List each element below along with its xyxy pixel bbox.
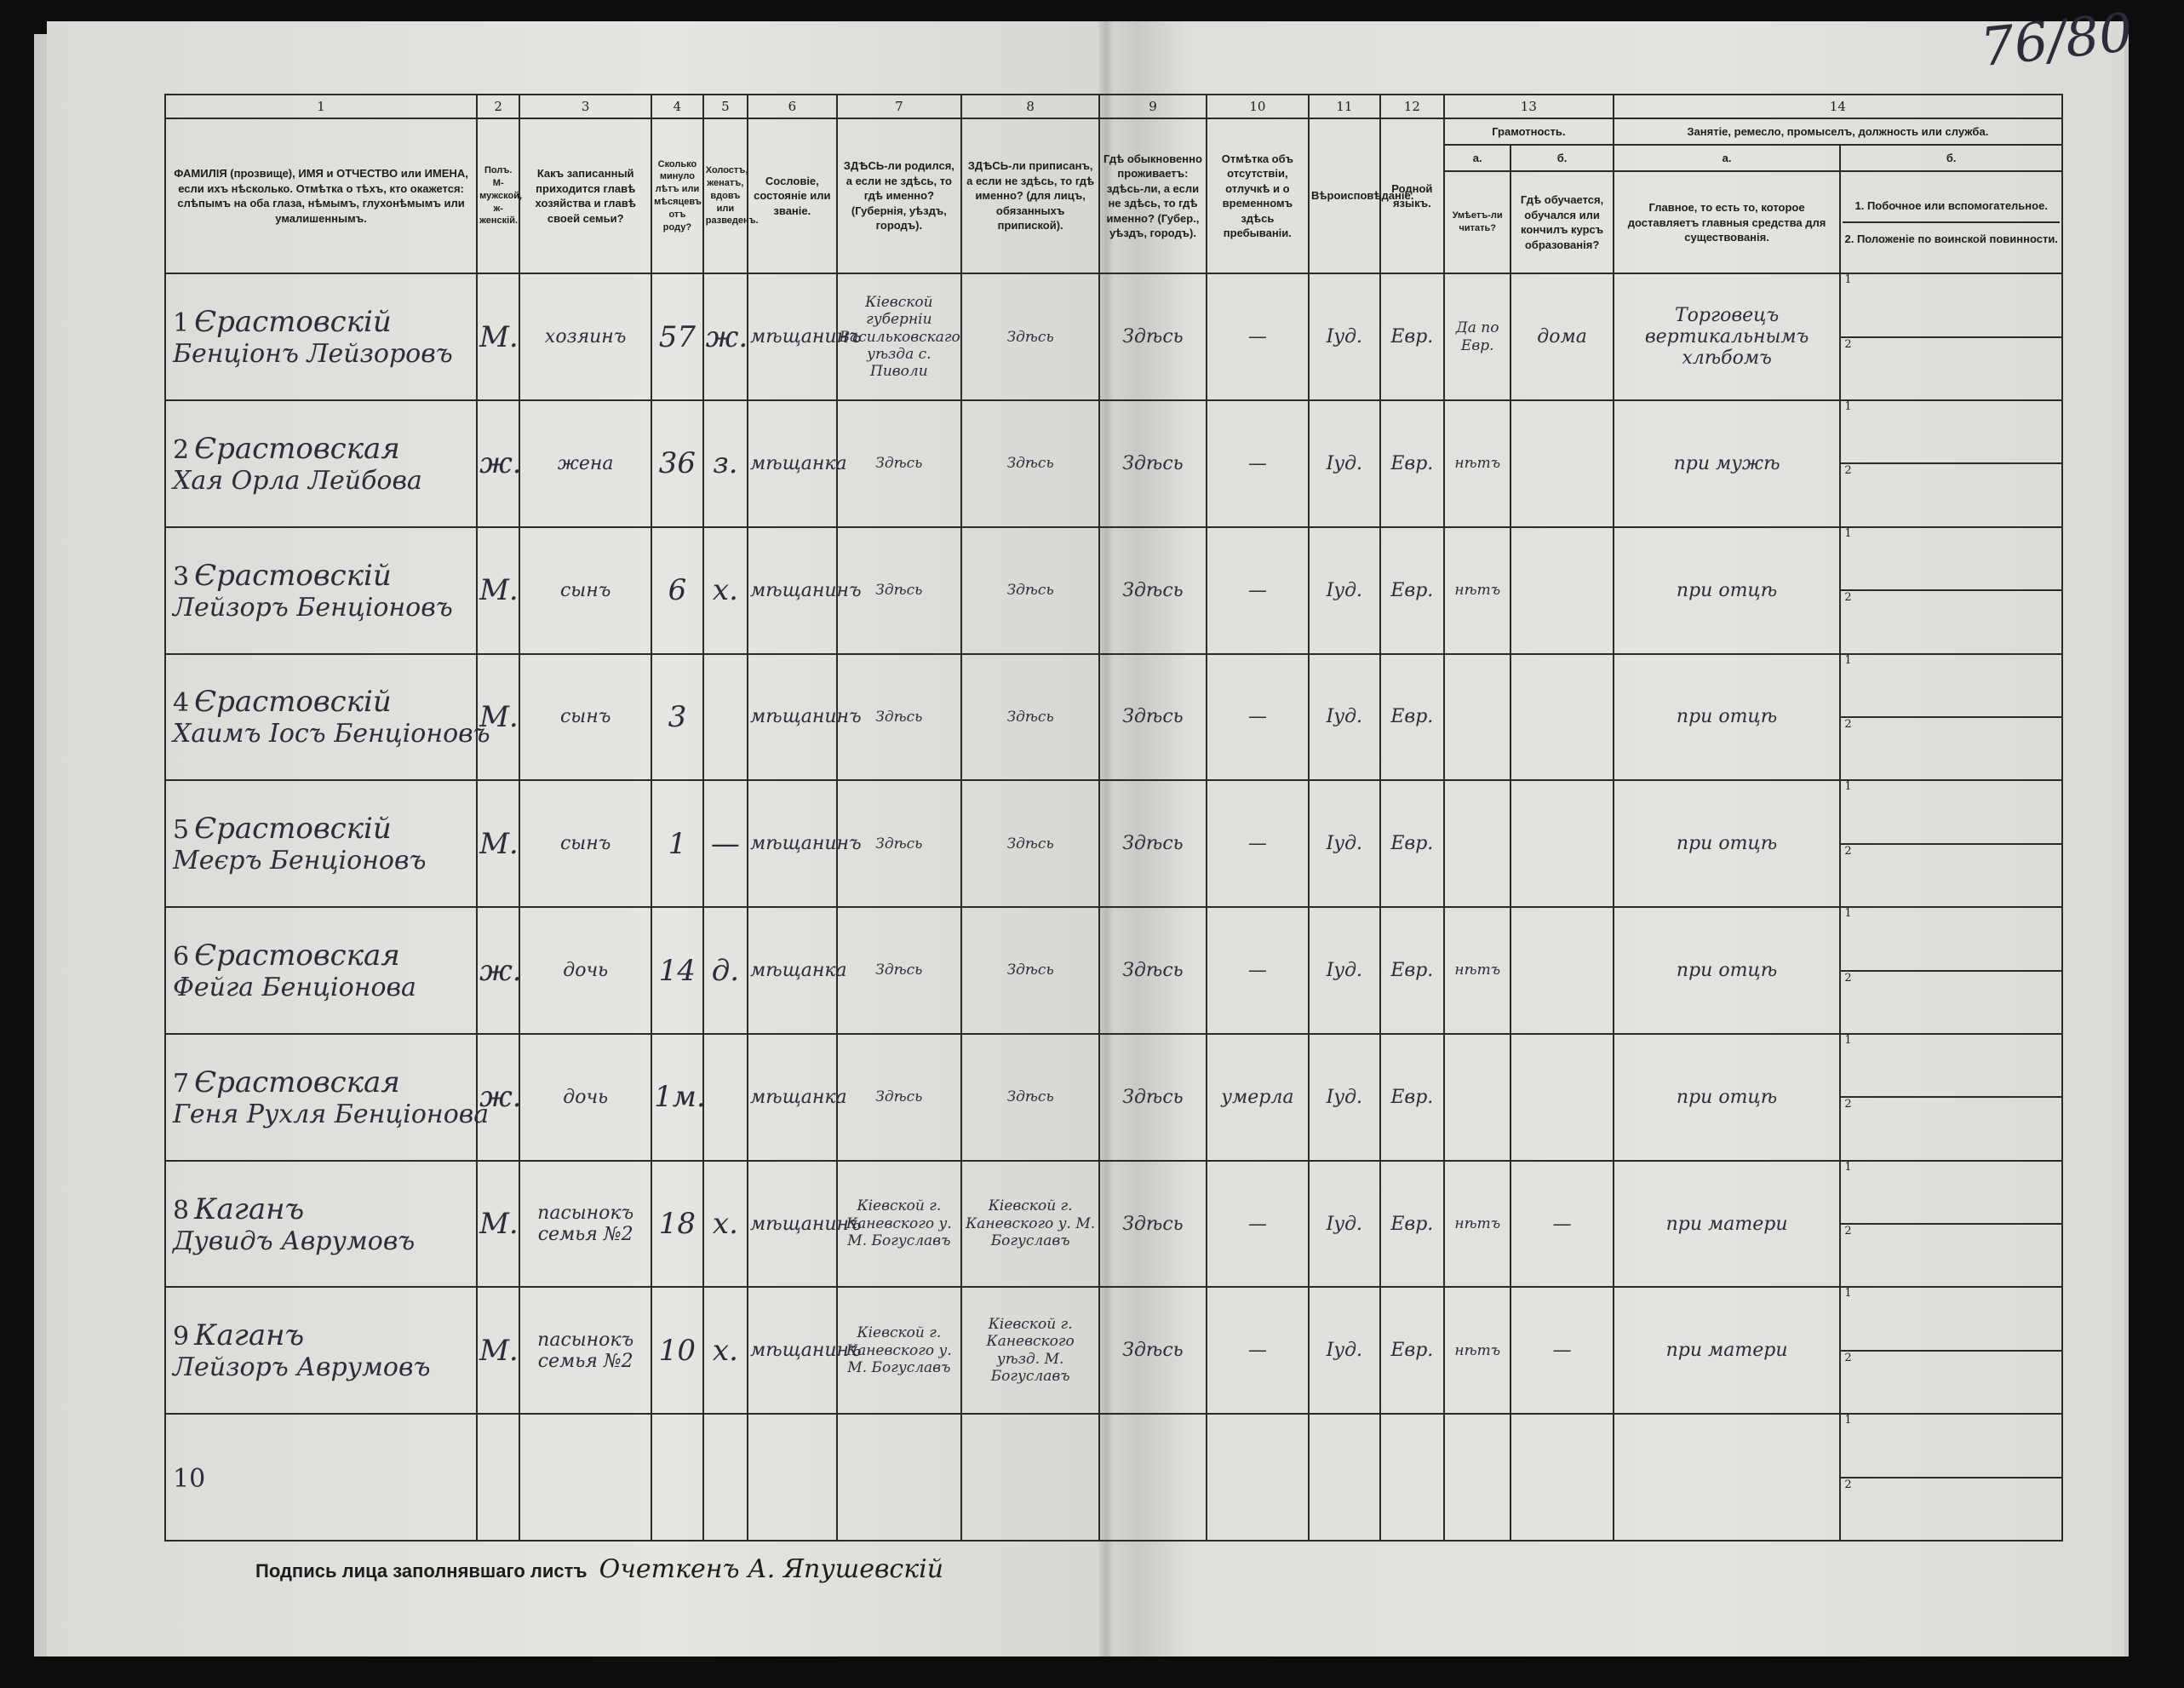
birthplace-cell: Кіевской г. Каневского у. М. Богуславъ bbox=[837, 1161, 961, 1288]
col-num: 10 bbox=[1207, 95, 1309, 118]
col-num: 5 bbox=[703, 95, 748, 118]
relation-cell: пасынокъ семья №2 bbox=[519, 1161, 651, 1288]
census-rows bbox=[165, 273, 2062, 1541]
row-number: 2 bbox=[173, 434, 190, 465]
absence-cell: — bbox=[1207, 780, 1309, 907]
main-occupation-cell: при отцѣ bbox=[1614, 527, 1841, 654]
row-number: 8 bbox=[173, 1195, 190, 1226]
sub-line-2: 2 bbox=[1844, 1098, 1852, 1111]
education-cell: дома bbox=[1510, 273, 1613, 400]
col-num: 13 bbox=[1444, 95, 1614, 118]
secondary-occupation-cell bbox=[1840, 1161, 2062, 1288]
absence-cell: — bbox=[1207, 1287, 1309, 1414]
marital-cell: з. bbox=[703, 400, 748, 527]
religion-cell: Iуд. bbox=[1309, 527, 1380, 654]
education-cell bbox=[1510, 527, 1613, 654]
header-secondary-occupation bbox=[1840, 171, 2062, 273]
residence-cell: Здѣсь bbox=[1099, 527, 1207, 654]
secondary-occupation-cell bbox=[1840, 1287, 2062, 1414]
header-registered: ЗДѢСЬ-ли приписанъ, а если не здѣсь, то гдѣ именно? (для лицъ, обязанныхъ припиской). bbox=[961, 118, 1099, 273]
sex-cell: М. bbox=[477, 273, 519, 400]
given-name: Дувидъ Аврумовъ bbox=[173, 1226, 416, 1256]
sub-line-2: 2 bbox=[1844, 591, 1852, 605]
header-sex: Полъ. М-мужской, ж-женскій. bbox=[477, 118, 519, 273]
table-row bbox=[165, 780, 2062, 907]
estate-cell: мѣщанинъ bbox=[748, 780, 837, 907]
sub-line-2: 2 bbox=[1844, 718, 1852, 731]
registered-cell: Здѣсь bbox=[961, 273, 1099, 400]
registered-cell: Здѣсь bbox=[961, 780, 1099, 907]
table-row bbox=[165, 527, 2062, 654]
religion-cell: Iуд. bbox=[1309, 907, 1380, 1034]
header-absence: Отмѣтка объ отсутствіи, отлучкѣ и о временномъ здѣсь пребываніи. bbox=[1207, 118, 1309, 273]
sub-line-1: 1 bbox=[1841, 1287, 2061, 1351]
col-num: 9 bbox=[1099, 95, 1207, 118]
col-num: 6 bbox=[748, 95, 837, 118]
can-read-cell: нѣтъ bbox=[1444, 400, 1510, 527]
religion-cell: Iуд. bbox=[1309, 1287, 1380, 1414]
religion-cell: Iуд. bbox=[1309, 400, 1380, 527]
marital-cell: — bbox=[703, 780, 748, 907]
name-cell bbox=[165, 1034, 490, 1161]
religion-cell: Iуд. bbox=[1309, 780, 1380, 907]
marital-cell: д. bbox=[703, 907, 748, 1034]
can-read-cell bbox=[1444, 1414, 1510, 1541]
education-cell bbox=[1510, 1414, 1613, 1541]
table-row bbox=[165, 1287, 2062, 1414]
sub-line-1: 1 bbox=[1841, 1161, 2061, 1225]
secondary-occupation-cell bbox=[1840, 654, 2062, 781]
sex-cell: М. bbox=[477, 654, 519, 781]
header-marital: Холостъ, женатъ, вдовъ или разведенъ. bbox=[703, 118, 748, 273]
header-language: Родной языкъ. bbox=[1380, 118, 1444, 273]
name-cell bbox=[165, 273, 477, 400]
row-number: 4 bbox=[173, 688, 190, 719]
main-occupation-cell: при отцѣ bbox=[1614, 780, 1841, 907]
main-occupation-cell: при матери bbox=[1614, 1287, 1841, 1414]
name-cell bbox=[165, 1287, 477, 1414]
sub-line-2: 2 bbox=[1844, 464, 1852, 478]
header-age: Сколько минуло лѣтъ или мѣсяцевъ отъ роду? bbox=[651, 118, 703, 273]
residence-cell bbox=[1099, 1414, 1207, 1541]
secondary-occupation-cell bbox=[1840, 1414, 2062, 1541]
main-occupation-cell: при отцѣ bbox=[1614, 1034, 1841, 1161]
footer bbox=[255, 1554, 943, 1584]
can-read-cell bbox=[1444, 780, 1510, 907]
secondary-occupation-cell bbox=[1840, 780, 2062, 907]
main-occupation-cell: при отцѣ bbox=[1614, 907, 1841, 1034]
name-cell bbox=[165, 907, 477, 1034]
name-cell bbox=[165, 1414, 477, 1541]
signature-label: Подпись лица заполнявшаго листъ bbox=[255, 1560, 588, 1582]
name-cell bbox=[165, 1161, 477, 1288]
estate-cell: мѣщанка bbox=[748, 1034, 837, 1161]
sub-line-1: 1 bbox=[1841, 654, 2061, 718]
row-number: 7 bbox=[173, 1068, 190, 1099]
can-read-cell: нѣтъ bbox=[1444, 907, 1510, 1034]
birthplace-cell: Здѣсь bbox=[837, 1034, 961, 1161]
header-estate: Сословіе, состояніе или званіе. bbox=[748, 118, 837, 273]
age-cell: 14 bbox=[651, 907, 703, 1034]
surname: Єрастовская bbox=[194, 939, 400, 973]
sex-cell: М. bbox=[477, 780, 519, 907]
name-cell bbox=[165, 527, 477, 654]
birthplace-cell: Здѣсь bbox=[837, 654, 961, 781]
row-number: 6 bbox=[173, 942, 190, 973]
registered-cell: Кіевской г. Каневского у. М. Богуславъ bbox=[961, 1161, 1099, 1288]
main-occupation-cell: Торговецъ вертикальнымъ хлѣбомъ bbox=[1614, 273, 1841, 400]
education-cell bbox=[1510, 400, 1613, 527]
age-cell: 10 bbox=[651, 1287, 703, 1414]
estate-cell: мѣщанинъ bbox=[748, 273, 837, 400]
can-read-cell bbox=[1444, 654, 1510, 781]
col-num: 7 bbox=[837, 95, 961, 118]
margin-note: 76/80 bbox=[1977, 0, 2136, 79]
census-table bbox=[164, 94, 2063, 1542]
marital-cell bbox=[703, 1034, 748, 1161]
language-cell: Евр. bbox=[1380, 654, 1444, 781]
sub-line-2: 2 bbox=[1844, 1478, 1852, 1491]
surname: Єрастовскій bbox=[194, 558, 392, 593]
sex-cell: ж. bbox=[477, 907, 519, 1034]
sub-line-1: 1 bbox=[1841, 907, 2061, 971]
sub-line-1: 1 bbox=[1841, 527, 2061, 591]
header-military: 2. Положеніе по воинской повинности. bbox=[1844, 233, 2058, 246]
row-number: 5 bbox=[173, 815, 190, 846]
estate-cell: мѣщанка bbox=[748, 907, 837, 1034]
sex-cell bbox=[477, 1414, 519, 1541]
sub-line-2: 2 bbox=[1844, 337, 1852, 351]
secondary-occupation-cell bbox=[1840, 1034, 2062, 1161]
given-name: Хаимъ Іосъ Бенціоновъ bbox=[173, 719, 490, 749]
row-number: 9 bbox=[173, 1322, 190, 1352]
given-name: Лейзоръ Аврумовъ bbox=[173, 1352, 431, 1383]
language-cell: Евр. bbox=[1380, 1034, 1444, 1161]
education-cell bbox=[1510, 654, 1613, 781]
main-occupation-cell: при матери bbox=[1614, 1161, 1841, 1288]
education-cell: — bbox=[1510, 1161, 1613, 1288]
table-row bbox=[165, 273, 2062, 400]
residence-cell: Здѣсь bbox=[1099, 654, 1207, 781]
secondary-occupation-cell bbox=[1840, 400, 2062, 527]
age-cell: 36 bbox=[651, 400, 703, 527]
sex-cell: М. bbox=[477, 1287, 519, 1414]
age-cell: 57 bbox=[651, 273, 703, 400]
relation-cell bbox=[519, 1414, 651, 1541]
relation-cell: пасынокъ семья №2 bbox=[519, 1287, 651, 1414]
surname: Єрастовская bbox=[194, 1065, 400, 1099]
registered-cell: Здѣсь bbox=[961, 907, 1099, 1034]
header-row-top bbox=[165, 118, 2062, 145]
sub-line-2: 2 bbox=[1844, 1225, 1852, 1238]
sub-line-1: 1 bbox=[1841, 1414, 2061, 1478]
surname: Єрастовская bbox=[194, 431, 400, 466]
header-occupation-b-label: б. bbox=[1840, 145, 2062, 171]
birthplace-cell: Здѣсь bbox=[837, 907, 961, 1034]
header-occupation-a-label: а. bbox=[1614, 145, 1841, 171]
main-occupation-cell bbox=[1614, 1414, 1841, 1541]
header-main-occupation: Главное, то есть то, которое доставляетъ главныя средства для существованія. bbox=[1614, 171, 1841, 273]
registered-cell: Здѣсь bbox=[961, 1034, 1099, 1161]
header-name: ФАМИЛІЯ (прозвище), ИМЯ и ОТЧЕСТВО или ИМЕНА, если ихъ нѣсколько. Отмѣтка о тѣхъ, кто окажется: слѣпымъ на оба глаза, нѣмымъ, глухонѣмымъ или умалишеннымъ. bbox=[165, 118, 477, 273]
religion-cell: Iуд. bbox=[1309, 654, 1380, 781]
age-cell: 3 bbox=[651, 654, 703, 781]
language-cell: Евр. bbox=[1380, 400, 1444, 527]
absence-cell: — bbox=[1207, 1161, 1309, 1288]
sex-cell: М. bbox=[477, 527, 519, 654]
relation-cell: дочь bbox=[519, 907, 651, 1034]
residence-cell: Здѣсь bbox=[1099, 400, 1207, 527]
can-read-cell: Да по Евр. bbox=[1444, 273, 1510, 400]
estate-cell: мѣщанинъ bbox=[748, 654, 837, 781]
estate-cell: мѣщанинъ bbox=[748, 527, 837, 654]
birthplace-cell: Кіевской г. Каневского у. М. Богуславъ bbox=[837, 1287, 961, 1414]
age-cell: 6 bbox=[651, 527, 703, 654]
can-read-cell bbox=[1444, 1034, 1510, 1161]
sex-cell: ж. bbox=[477, 400, 519, 527]
birthplace-cell: Здѣсь bbox=[837, 400, 961, 527]
table-row bbox=[165, 1034, 2062, 1161]
table-row bbox=[165, 1161, 2062, 1288]
religion-cell: Iуд. bbox=[1309, 1034, 1380, 1161]
surname: Каганъ bbox=[194, 1318, 305, 1353]
table-row bbox=[165, 654, 2062, 781]
registered-cell: Здѣсь bbox=[961, 654, 1099, 781]
sub-line-2: 2 bbox=[1844, 844, 1852, 858]
sex-cell: М. bbox=[477, 1161, 519, 1288]
col-num: 12 bbox=[1380, 95, 1444, 118]
estate-cell bbox=[748, 1414, 837, 1541]
registered-cell: Кіевской г. Каневского уѣзд. М. Богуславъ bbox=[961, 1287, 1099, 1414]
marital-cell: ж. bbox=[703, 273, 748, 400]
age-cell bbox=[651, 1414, 703, 1541]
marital-cell: х. bbox=[703, 1161, 748, 1288]
language-cell: Евр. bbox=[1380, 1161, 1444, 1288]
birthplace-cell: Здѣсь bbox=[837, 780, 961, 907]
marital-cell bbox=[703, 654, 748, 781]
main-occupation-cell: при мужѣ bbox=[1614, 400, 1841, 527]
sub-line-1: 1 bbox=[1841, 400, 2061, 464]
marital-cell: х. bbox=[703, 527, 748, 654]
row-number: 3 bbox=[173, 561, 190, 592]
can-read-cell: нѣтъ bbox=[1444, 1287, 1510, 1414]
education-cell bbox=[1510, 1034, 1613, 1161]
relation-cell: хозяинъ bbox=[519, 273, 651, 400]
absence-cell: — bbox=[1207, 273, 1309, 400]
education-cell: — bbox=[1510, 1287, 1613, 1414]
table-row bbox=[165, 907, 2062, 1034]
language-cell: Евр. bbox=[1380, 907, 1444, 1034]
header-can-read: Умѣетъ-ли читать? bbox=[1444, 171, 1510, 273]
residence-cell: Здѣсь bbox=[1099, 907, 1207, 1034]
estate-cell: мѣщанинъ bbox=[748, 1161, 837, 1288]
absence-cell: — bbox=[1207, 527, 1309, 654]
language-cell: Евр. bbox=[1380, 273, 1444, 400]
signature: Очеткенъ А. Япушевскій bbox=[599, 1554, 944, 1584]
header-literacy: Грамотность. bbox=[1444, 118, 1614, 145]
sub-line-1: 1 bbox=[1841, 1034, 2061, 1098]
col-num: 2 bbox=[477, 95, 519, 118]
col-num: 1 bbox=[165, 95, 477, 118]
given-name: Лейзоръ Бенціоновъ bbox=[173, 592, 453, 623]
name-cell bbox=[165, 780, 477, 907]
header-residence: Гдѣ обыкновенно проживаетъ: здѣсь-ли, а если не здѣсь, то гдѣ именно? (Губер., уѣздъ, городъ). bbox=[1099, 118, 1207, 273]
estate-cell: мѣщанка bbox=[748, 400, 837, 527]
header-birthplace: ЗДѢСЬ-ли родился, а если не здѣсь, то гдѣ именно? (Губернія, уѣздъ, городъ). bbox=[837, 118, 961, 273]
col-num: 3 bbox=[519, 95, 651, 118]
relation-cell: сынъ bbox=[519, 654, 651, 781]
table-row bbox=[165, 400, 2062, 527]
birthplace-cell: Здѣсь bbox=[837, 527, 961, 654]
language-cell: Евр. bbox=[1380, 780, 1444, 907]
given-name: Хая Орла Лейбова bbox=[173, 465, 422, 496]
given-name: Меєръ Бенціоновъ bbox=[173, 846, 427, 876]
language-cell: Евр. bbox=[1380, 1287, 1444, 1414]
residence-cell: Здѣсь bbox=[1099, 1287, 1207, 1414]
religion-cell: Iуд. bbox=[1309, 273, 1380, 400]
given-name: Бенціонъ Лейзоровъ bbox=[173, 339, 453, 370]
absence-cell bbox=[1207, 1414, 1309, 1541]
surname: Єрастовскій bbox=[194, 305, 392, 340]
name-cell bbox=[165, 654, 490, 781]
secondary-occupation-cell bbox=[1840, 527, 2062, 654]
sub-line-1: 1 bbox=[1841, 780, 2061, 844]
relation-cell: сынъ bbox=[519, 527, 651, 654]
can-read-cell: нѣтъ bbox=[1444, 527, 1510, 654]
birthplace-cell: Кіевской губерніи Васильковскаго уѣзда с. Пиволи bbox=[837, 273, 961, 400]
header-relation: Какъ записанный приходится главѣ хозяйства и главѣ своей семьи? bbox=[519, 118, 651, 273]
given-name: Фейга Бенціонова bbox=[173, 973, 416, 1003]
relation-cell: сынъ bbox=[519, 780, 651, 907]
table-row bbox=[165, 1414, 2062, 1541]
sub-line-2: 2 bbox=[1844, 1351, 1852, 1364]
secondary-occupation-cell bbox=[1840, 907, 2062, 1034]
header-secondary-1: 1. Побочное или вспомогательное. bbox=[1843, 198, 2060, 224]
sub-line-2: 2 bbox=[1844, 971, 1852, 985]
col-num: 4 bbox=[651, 95, 703, 118]
registered-cell bbox=[961, 1414, 1099, 1541]
sub-line-1: 1 bbox=[1841, 273, 2061, 337]
surname: Каганъ bbox=[194, 1191, 305, 1226]
absence-cell: умерла bbox=[1207, 1034, 1309, 1161]
religion-cell bbox=[1309, 1414, 1380, 1541]
residence-cell: Здѣсь bbox=[1099, 780, 1207, 907]
language-cell: Евр. bbox=[1380, 527, 1444, 654]
estate-cell: мѣщанинъ bbox=[748, 1287, 837, 1414]
birthplace-cell bbox=[837, 1414, 961, 1541]
can-read-cell: нѣтъ bbox=[1444, 1161, 1510, 1288]
relation-cell: дочь bbox=[519, 1034, 651, 1161]
header-occupation: Занятіе, ремесло, промыселъ, должность или служба. bbox=[1614, 118, 2062, 145]
sex-cell: ж. bbox=[477, 1034, 519, 1161]
column-number-row bbox=[165, 95, 2062, 118]
religion-cell: Iуд. bbox=[1309, 1161, 1380, 1288]
header-literacy-b-label: б. bbox=[1510, 145, 1613, 171]
name-cell bbox=[165, 400, 477, 527]
surname: Єрастовскій bbox=[194, 685, 392, 720]
age-cell: 18 bbox=[651, 1161, 703, 1288]
header-literacy-a-label: а. bbox=[1444, 145, 1510, 171]
main-occupation-cell: при отцѣ bbox=[1614, 654, 1841, 781]
education-cell bbox=[1510, 780, 1613, 907]
col-num: 8 bbox=[961, 95, 1099, 118]
col-num: 14 bbox=[1614, 95, 2062, 118]
absence-cell: — bbox=[1207, 907, 1309, 1034]
given-name: Геня Рухля Бенціонова bbox=[173, 1099, 490, 1129]
absence-cell: — bbox=[1207, 400, 1309, 527]
surname: Єрастовскій bbox=[194, 812, 392, 847]
secondary-occupation-cell bbox=[1840, 273, 2062, 400]
residence-cell: Здѣсь bbox=[1099, 1034, 1207, 1161]
header-education: Гдѣ обучается, обучался или кончилъ курсъ образованія? bbox=[1510, 171, 1613, 273]
marital-cell bbox=[703, 1414, 748, 1541]
education-cell bbox=[1510, 907, 1613, 1034]
language-cell bbox=[1380, 1414, 1444, 1541]
registered-cell: Здѣсь bbox=[961, 527, 1099, 654]
absence-cell: — bbox=[1207, 654, 1309, 781]
registered-cell: Здѣсь bbox=[961, 400, 1099, 527]
age-cell: 1м. bbox=[651, 1034, 703, 1161]
col-num: 11 bbox=[1309, 95, 1380, 118]
row-number: 1 bbox=[173, 308, 190, 339]
relation-cell: жена bbox=[519, 400, 651, 527]
row-number: 10 bbox=[173, 1463, 206, 1494]
header-religion: Вѣроисповѣданіе. bbox=[1309, 118, 1380, 273]
residence-cell: Здѣсь bbox=[1099, 273, 1207, 400]
marital-cell: х. bbox=[703, 1287, 748, 1414]
age-cell: 1 bbox=[651, 780, 703, 907]
residence-cell: Здѣсь bbox=[1099, 1161, 1207, 1288]
